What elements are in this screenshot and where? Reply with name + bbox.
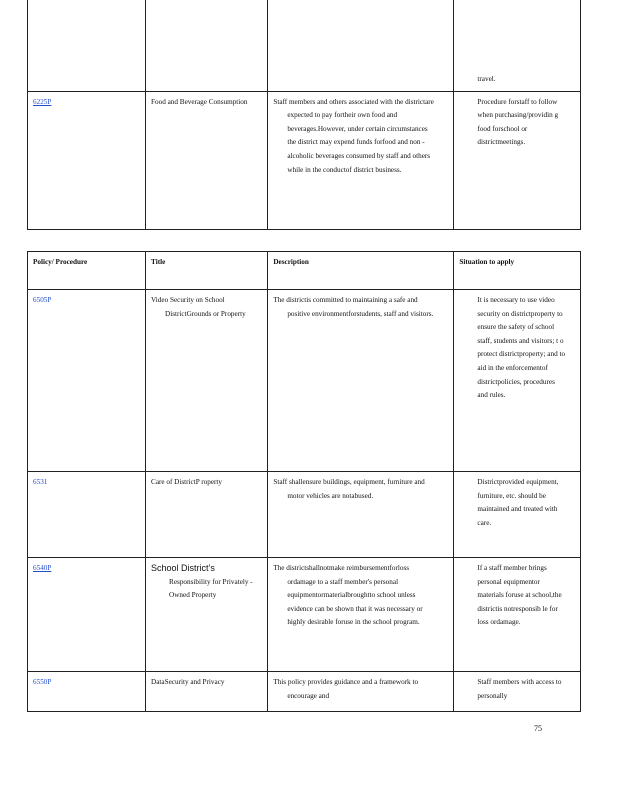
table-row <box>28 0 581 91</box>
table-header-row <box>28 252 581 290</box>
policy-code-link[interactable]: 6540P <box>33 564 52 572</box>
column-header-title: Title <box>146 252 268 290</box>
policy-code: 6550P <box>33 678 52 686</box>
policy-table-continued <box>27 0 581 230</box>
situation-text: If a staff member brings personal equipmentor materials foruse at school,the districtis notresponsib le for loss ordamage. <box>477 564 562 627</box>
situation-text: travel. <box>477 75 496 83</box>
policy-description: This policy provides guidance and a framework to encourage and <box>273 678 419 700</box>
policy-description: Staff shallensure buildings, equipment, furniture and motor vehicles are notabused. <box>273 478 425 500</box>
bullet-icon <box>459 476 477 530</box>
table-row <box>28 472 581 558</box>
situation-text: Staff members with access to personally <box>477 678 562 700</box>
bullet-icon <box>459 562 477 630</box>
policy-title-main: School District’s <box>151 563 215 573</box>
policy-title: Food and Beverage Consumption <box>151 97 248 106</box>
bullet-icon <box>459 96 477 150</box>
table-cell <box>28 0 146 91</box>
table-row <box>28 91 581 229</box>
bullet-icon <box>459 676 477 703</box>
table-row <box>28 558 581 672</box>
policy-title: Responsibility for Privately -Owned Property <box>169 577 253 600</box>
policy-title: DataSecurity and Privacy <box>151 678 225 686</box>
policy-table <box>27 251 581 712</box>
policy-code-link[interactable]: 6225P <box>33 97 52 106</box>
table-cell <box>146 0 268 91</box>
page-number: 75 <box>534 724 542 733</box>
situation-text: Procedure forstaff to follow when purchasing/providin g food forschool or districtmeetings. <box>477 97 559 147</box>
policy-title: Care of DistrictP roperty <box>151 478 223 486</box>
table-cell <box>268 0 454 91</box>
table-row <box>28 672 581 712</box>
bullet-icon <box>459 294 477 403</box>
policy-code: 6531 <box>33 478 48 486</box>
situation-text: Districtprovided equipment, furniture, etc. should be maintained and treated with care. <box>477 478 559 527</box>
column-header-policy: Policy/ Procedure <box>28 252 146 290</box>
policy-description: The districtshallnotmake reimbursementforloss ordamage to a staff member's personal equipmentormaterialbroughtto school unless evidence can be shown that it was necessary or highly desirable foruse in the school program. <box>273 564 423 627</box>
policy-description: Staff members and others associated with the districtare expected to pay fortheir own food and beverages.However, under certain circumstances the district may expend funds forfood and non -alcoholic beverages consumed by staff and others while in the conductof district business. <box>273 97 434 174</box>
policy-title: Video Security on School DistrictGrounds or Property <box>151 296 246 318</box>
situation-text: It is necessary to use video security on districtproperty to ensure the safety of school staff, students and visitors; t o protect districtproperty; and to aid in the enforcementof districtpolicies, procedures and rules. <box>477 296 566 400</box>
policy-code: 6505P <box>33 296 52 304</box>
policy-description: The districtis committed to maintaining a safe and positive environmentforstudents, staff and visitors. <box>273 296 434 318</box>
table-cell <box>454 0 581 91</box>
column-header-description: Description <box>268 252 454 290</box>
column-header-situation: Situation to apply <box>454 252 581 290</box>
table-row <box>28 290 581 472</box>
